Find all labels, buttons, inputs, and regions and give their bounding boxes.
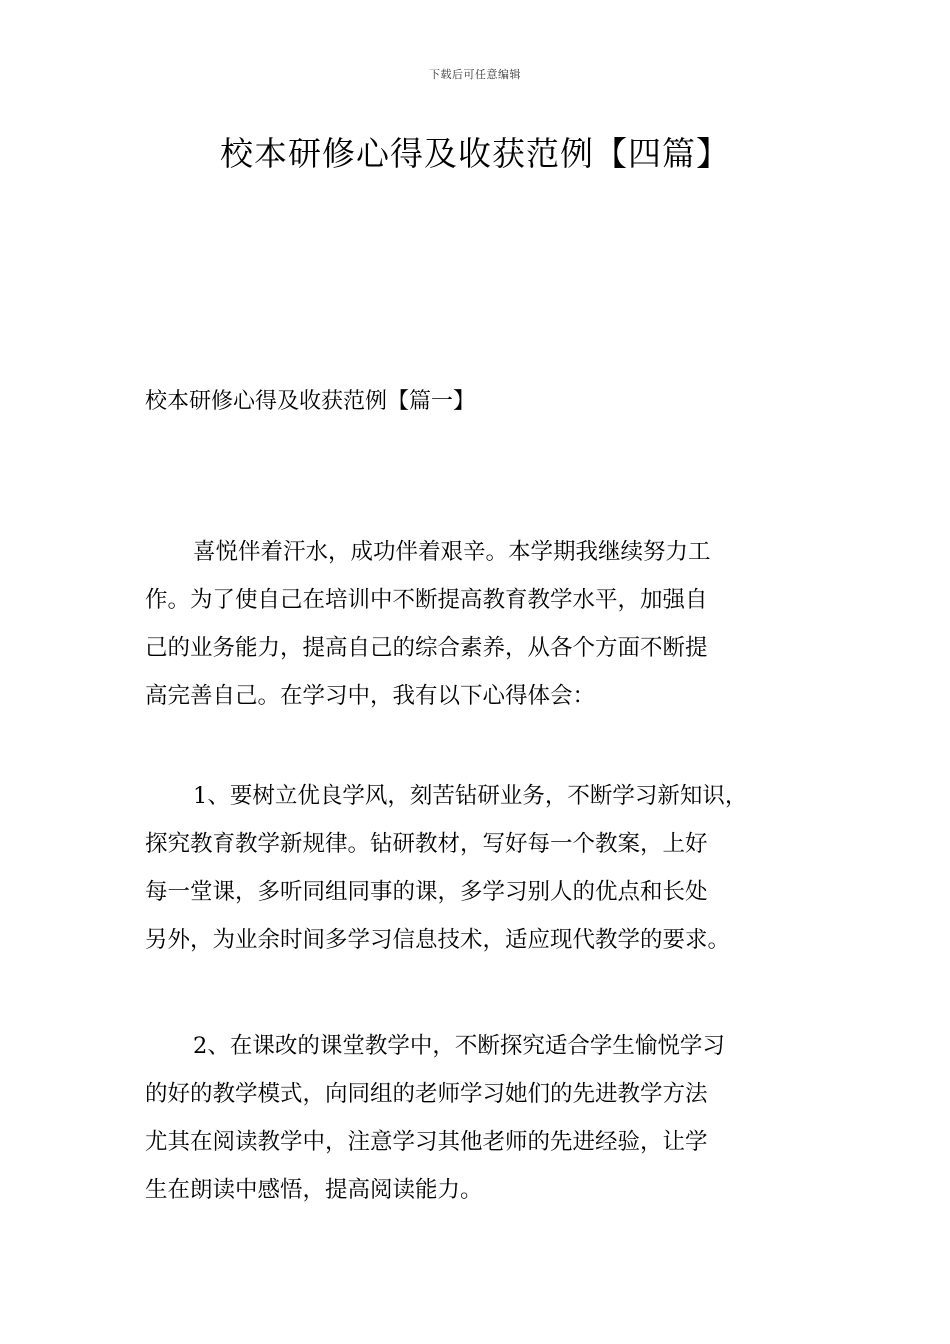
paragraph-line: 高完善自己。在学习中，我有以下心得体会： bbox=[145, 683, 596, 709]
paragraph-line: 作。为了使自己在培训中不断提高教育教学水平，加强自 bbox=[145, 587, 708, 613]
section-heading: 校本研修心得及收获范例【篇一】 bbox=[145, 389, 476, 414]
paragraph-line: 每一堂课，多听同组同事的课，多学习别人的优点和长处 bbox=[145, 879, 708, 905]
paragraph-line: 1、要树立优良学风，刻苦钻研业务，不断学习新知识， bbox=[193, 783, 748, 809]
paragraph-line: 另外，为业余时间多学习信息技术，适应现代教学的要求。 bbox=[145, 927, 731, 953]
paragraph-1 bbox=[145, 528, 810, 720]
paragraph-line: 的好的教学模式，向同组的老师学习她们的先进教学方法 bbox=[145, 1081, 708, 1107]
paragraph-2 bbox=[145, 772, 810, 964]
header-note: 下载后可任意编辑 bbox=[429, 68, 521, 81]
paragraph-line: 探究教育教学新规律。钻研教材，写好每一个教案，上好 bbox=[145, 831, 708, 857]
paragraph-line: 2、在课改的课堂教学中，不断探究适合学生愉悦学习 bbox=[193, 1033, 725, 1059]
paragraph-line: 己的业务能力，提高自己的综合素养，从各个方面不断提 bbox=[145, 635, 708, 661]
document-title: 校本研修心得及收获范例【四篇】 bbox=[220, 134, 730, 173]
paragraph-line: 尤其在阅读教学中，注意学习其他老师的先进经验，让学 bbox=[145, 1129, 708, 1155]
paragraph-line: 喜悦伴着汗水，成功伴着艰辛。本学期我继续努力工 bbox=[193, 539, 711, 565]
paragraph-3 bbox=[145, 1022, 810, 1214]
paragraph-line: 生在朗读中感悟，提高阅读能力。 bbox=[145, 1177, 483, 1203]
